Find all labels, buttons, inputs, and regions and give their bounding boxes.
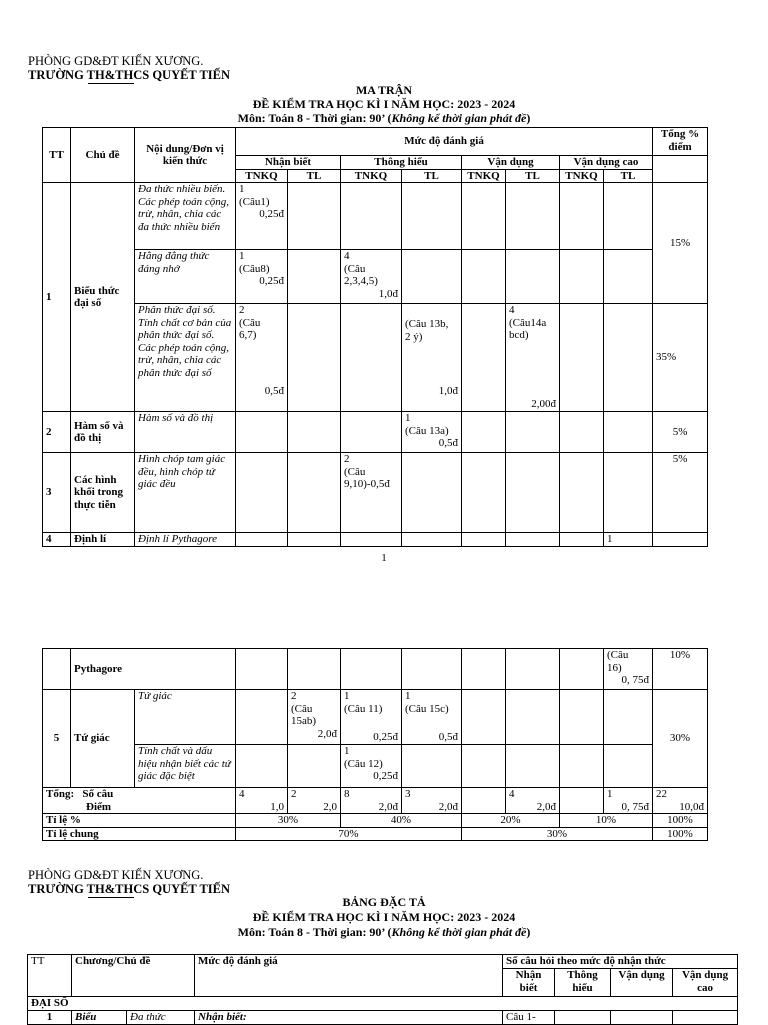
total-nb-tl: 2 2,0 [288,788,341,814]
spec-title: BẢNG ĐẶC TẢ [342,895,426,909]
spec-row-sub: Đa thức [127,1010,195,1024]
total-th-tnkq: 8 2,0đ [341,788,402,814]
spec-header-tt: TT [28,955,72,997]
cell-vd-tl: 4 (Câu14a bcd) 2,00đ [506,304,560,412]
ratio-sum: 100% [653,814,708,828]
total-nb-tnkq: 4 1,0 [236,788,288,814]
sub-tnkq: TNKQ [462,169,506,183]
page-number: 1 [381,552,387,564]
spec-row-nb: Câu 1- [503,1010,555,1024]
spec-table [27,954,738,1025]
row-tt: 1 [43,183,71,412]
row-topic: Hàm số và đồ thị [71,412,135,453]
cell-th-tnkq: 1 (Câu 12) 0,25đ [341,745,402,788]
matrix-table [42,127,708,547]
cell-nb-tl: 2 (Câu 15ab) 2,0đ [288,690,341,745]
cell-nb-tnkq: 1 (Câu8) 0,25đ [236,250,288,304]
sub-tl: TL [402,169,462,183]
header-total: Tổng % điểm [653,128,708,156]
row-topic: Định lí [71,533,135,547]
sub-tnkq: TNKQ [236,169,288,183]
cell-th-tnkq: 1 (Câu 11) 0,25đ [341,690,402,745]
row-content: Định lí Pythagore [135,533,236,547]
header-level: Mức độ đánh giá [236,128,653,156]
header-topic: Chủ đề [71,128,135,183]
school-name: TRƯỜNG TH&THCS QUYẾT TIẾN [28,68,231,82]
cell-th-tnkq: 4 (Câu 2,3,4,5) 1,0đ [341,250,402,304]
row-content: Hàm số và đồ thị [135,412,236,453]
row-tt: 3 [43,453,71,533]
spec-subject: Môn: Toán 8 - Thời gian: 90’ (Không kể thời gian phát đề) [237,925,531,939]
spec-section: ĐẠI SỐ [28,997,738,1011]
cell-th-tl: 1 (Câu 13a) 0,5đ [402,412,462,453]
common-sum: 100% [653,827,708,841]
row-content: Hằng đẳng thức đáng nhớ [135,250,236,304]
ratio-nb: 30% [236,814,341,828]
cell-th-tnkq: 2 (Câu 9,10)-0,5đ [341,453,402,533]
cell-vdc-tl: 1 [604,533,653,547]
level-thong-hieu: Thông hiểu [341,156,462,170]
school-name: TRƯỜNG TH&THCS QUYẾT TIẾN [28,882,231,896]
row-percent: 35% [653,304,708,412]
spec-col-thong-hieu: Thông hiểu [555,969,611,997]
spec-header-chapter: Chương/Chủ đề [72,955,195,997]
sub-tl: TL [506,169,560,183]
total-sum: 22 10,0đ [653,788,708,814]
row-percent: 15% [653,183,708,304]
department-name: PHÒNG GD&ĐT KIẾN XƯƠNG. [28,868,204,882]
total-vd-tl: 4 2,0đ [506,788,560,814]
sub-tl: TL [288,169,341,183]
row-content: Phân thức đại số. Tính chất cơ bản của phân thức đại số. Các phép toán cộng, trừ, nhân, chia các phân thức đại số [135,304,236,412]
spec-row-level: Nhận biết: [195,1010,503,1024]
sub-tnkq: TNKQ [341,169,402,183]
row-tt: 2 [43,412,71,453]
ratio-label: Tỉ lệ % [43,814,236,828]
cell-vdc-tl: (Câu 16) 0, 75đ [604,649,653,690]
row-topic: Tứ giác [71,690,135,788]
sub-tl: TL [604,169,653,183]
common-a: 70% [236,827,462,841]
matrix-table-continued [42,648,708,841]
cell-nb-tnkq: 2 (Câu 6,7) 0,5đ [236,304,288,412]
doc-subtitle: ĐỀ KIỂM TRA HỌC KÌ I NĂM HỌC: 2023 - 2024 [252,97,516,111]
spec-row-topic: Biểu [72,1010,127,1024]
doc-subject: Môn: Toán 8 - Thời gian: 90’ (Không kể thời gian phát đề) [237,111,531,125]
row-content: Tứ giác [135,690,236,745]
header-total-blank [653,156,708,183]
row-tt: 4 [43,533,71,547]
cell-th-tl: (Câu 13b, 2 ý) 1,0đ [402,304,462,412]
ratio-vd: 20% [462,814,560,828]
spec-subtitle: ĐỀ KIỂM TRA HỌC KÌ I NĂM HỌC: 2023 - 2024 [252,910,516,924]
header-tt: TT [43,128,71,183]
cell-th-tl: 1 (Câu 15c) 0,5đ [402,690,462,745]
total-vdc: 1 0, 75đ [604,788,653,814]
cell-nb-tnkq: 1 (Câu1) 0,25đ [236,183,288,250]
row-content: Hình chóp tam giác đều, hình chóp tứ giác đều [135,453,236,533]
spec-col-van-dung-cao: Vận dụng cao [673,969,738,997]
spec-col-nhan-biet: Nhận biết [503,969,555,997]
row-percent: 5% [653,453,708,533]
ratio-vdc: 10% [560,814,653,828]
row-topic: Pythagore [71,649,236,690]
level-van-dung: Vận dụng [462,156,560,170]
common-label: Tỉ lệ chung [43,827,236,841]
doc-title: MA TRẬN [355,83,413,97]
row-percent: 10% [653,649,708,690]
department-name: PHÒNG GD&ĐT KIẾN XƯƠNG. [28,54,204,68]
spec-header-level: Mức độ đánh giá [195,955,503,997]
spec-row-tt: 1 [28,1010,72,1024]
row-topic: Các hình khối trong thực tiễn [71,453,135,533]
ratio-th: 40% [341,814,462,828]
common-b: 30% [462,827,653,841]
spec-col-van-dung: Vận dụng [611,969,673,997]
level-van-dung-cao: Vận dụng cao [560,156,653,170]
row-percent: 30% [653,690,708,788]
header-content: Nội dung/Đơn vị kiến thức [135,128,236,183]
row-topic: Biểu thức đại số [71,183,135,412]
level-nhan-biet: Nhận biết [236,156,341,170]
spec-header-count: Số câu hỏi theo mức độ nhận thức [503,955,738,969]
row-content: Đa thức nhiều biến. Các phép toán cộng, trừ, nhân, chia các đa thức nhiều biến [135,183,236,250]
row-percent: 5% [653,412,708,453]
row-content: Tính chất và dấu hiệu nhận biết các tứ giác đặc biệt [135,745,236,788]
row-tt: 5 [43,690,71,788]
total-th-tl: 3 2,0đ [402,788,462,814]
total-label: Tổng: Số câu Điểm [43,788,236,814]
sub-tnkq: TNKQ [560,169,604,183]
